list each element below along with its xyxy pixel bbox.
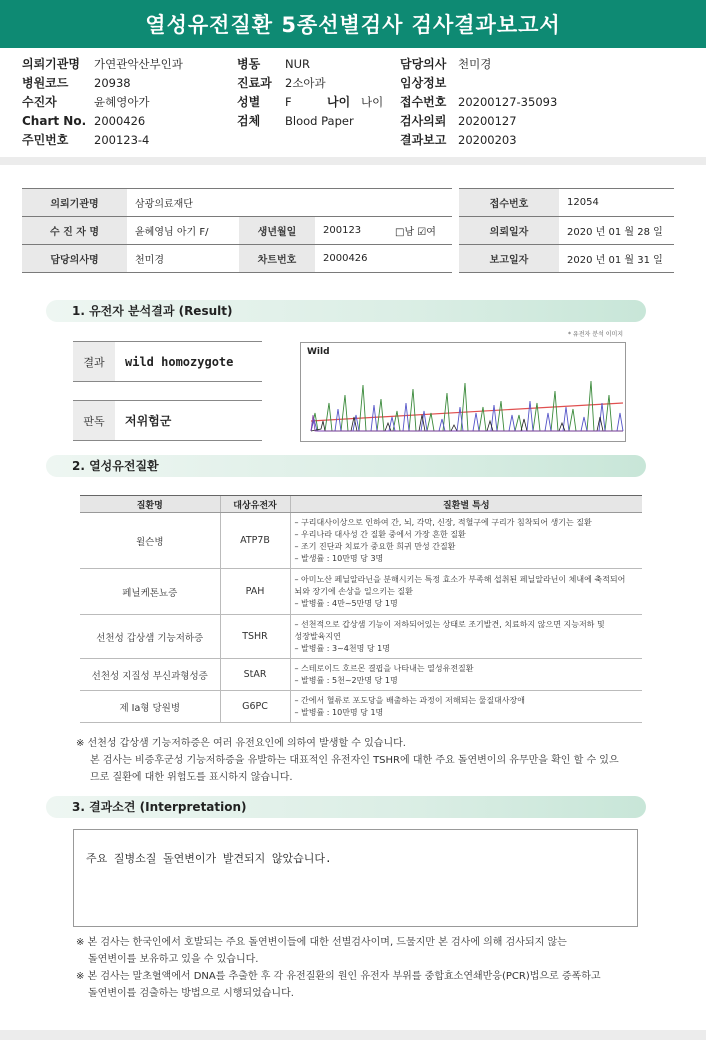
chart-value: 2000426 bbox=[315, 245, 452, 273]
interpretation-text: 주요 질병소질 돌연변이가 발견되지 않았습니다. bbox=[86, 852, 332, 865]
feature-line: – 구리대사이상으로 인하여 간, 뇌, 각막, 신장, 적혈구에 구리가 침착되어 생기는 질환 bbox=[294, 517, 592, 527]
header-key: Chart No. bbox=[22, 114, 87, 128]
report-title: 열성유전질환 5종선별검사 검사결과보고서 bbox=[0, 0, 706, 48]
table-row bbox=[80, 569, 642, 615]
header-col2 bbox=[237, 55, 383, 131]
header-value: 20200203 bbox=[458, 133, 517, 147]
disease-features bbox=[290, 615, 642, 659]
feature-line: – 발병률 : 10만명 당 1명 bbox=[294, 707, 384, 717]
table-row bbox=[80, 615, 642, 659]
birth-value: 200123 bbox=[315, 217, 387, 245]
section3-title: 3. 결과소견 (Interpretation) bbox=[46, 796, 646, 818]
feature-line: – 선천적으로 갑상샘 기능이 저하되어있는 상태로 조기발견, 치료하지 않으면 지능저하 및 bbox=[294, 619, 605, 629]
doctor-label: 담당의사명 bbox=[22, 245, 127, 273]
feature-line: – 조기 진단과 치료가 중요한 희귀 만성 간질환 bbox=[294, 541, 456, 551]
judge-value: 저위험군 bbox=[125, 414, 172, 428]
header-value: 2소아과 bbox=[285, 76, 326, 90]
header-key: 수진자 bbox=[22, 95, 57, 109]
header-col3 bbox=[400, 55, 557, 150]
feature-line: – 우리나라 대사성 간 질환 중에서 가장 흔한 질환 bbox=[294, 529, 466, 539]
divider bbox=[0, 157, 706, 165]
col-header-gene: 대상유전자 bbox=[220, 496, 290, 513]
disease-features bbox=[290, 569, 642, 615]
feature-line: – 발병률 : 3~4천명 당 1명 bbox=[294, 643, 390, 653]
gene-analysis-image bbox=[300, 342, 626, 442]
chart-label: Wild bbox=[307, 347, 333, 367]
disease-features bbox=[290, 691, 642, 723]
header-key: 임상정보 bbox=[400, 76, 447, 90]
disease-name: 선천성 지질성 부신과형성증 bbox=[80, 659, 220, 691]
header-value: F bbox=[285, 95, 292, 109]
header-value: 천미경 bbox=[458, 57, 492, 71]
footer-band bbox=[0, 1030, 706, 1040]
gene-name: ATP7B bbox=[220, 513, 290, 569]
interpretation-box bbox=[73, 829, 638, 927]
doctor-value: 천미경 bbox=[127, 245, 239, 273]
note-line: ※ 선천성 갑상샘 기능저하증은 여러 유전요인에 의하여 발생할 수 있습니다. bbox=[76, 738, 406, 749]
patient-value: 윤혜영님 아기 F/ bbox=[127, 217, 239, 245]
result-value: wild homozygote bbox=[125, 354, 234, 369]
header-value: 20200127 bbox=[458, 114, 517, 128]
disease-features bbox=[290, 513, 642, 569]
chart-note: * 유전자 분석 이미지 bbox=[568, 331, 624, 338]
header-value: 가연관악산부인과 bbox=[94, 57, 183, 71]
header-value: 2000426 bbox=[94, 114, 146, 128]
header-key: 병원코드 bbox=[22, 76, 69, 90]
header-key: 담당의사 bbox=[400, 57, 447, 71]
electropherogram-image bbox=[301, 343, 625, 441]
sex-checkbox: □남 ☑여 bbox=[387, 217, 452, 245]
feature-line: – 아미노산 페닐알라닌을 분해시키는 특정 효소가 부족해 섭취된 페닐알라닌이 체내에 축적되어 bbox=[294, 574, 626, 584]
info-table-right bbox=[459, 188, 674, 273]
table-row bbox=[80, 513, 642, 569]
tshr-note bbox=[76, 735, 656, 786]
age-label: 나이 bbox=[327, 95, 351, 109]
request-date-value: 2020 년 01 월 28 일 bbox=[559, 217, 674, 245]
table-row bbox=[80, 659, 642, 691]
header-key: 병동 bbox=[237, 57, 261, 71]
gene-name: StAR bbox=[220, 659, 290, 691]
gene-name: PAH bbox=[220, 569, 290, 615]
feature-line: – 스테로이드 호르몬 결핍을 나타내는 열성유전질환 bbox=[294, 663, 474, 673]
result-row bbox=[73, 341, 262, 382]
note-line: 본 검사는 비증후군성 기능저하증을 유발하는 대표적인 유전자인 TSHR에 대한 주요 돌연변이의 유무만을 확인 할 수 있으 bbox=[90, 755, 619, 766]
disease-name: 윌슨병 bbox=[80, 513, 220, 569]
header-key: 검사의뢰 bbox=[400, 114, 447, 128]
org-value: 삼광의료재단 bbox=[127, 189, 452, 217]
note-line: 므로 질환에 대한 위험도를 표시하지 않습니다. bbox=[90, 772, 293, 783]
header-key: 검체 bbox=[237, 114, 261, 128]
note-line: 돌연변이를 보유하고 있을 수 있습니다. bbox=[88, 954, 259, 965]
disease-name: 페닐케톤뇨증 bbox=[80, 569, 220, 615]
judge-row bbox=[73, 400, 262, 441]
gene-name: G6PC bbox=[220, 691, 290, 723]
gene-name: TSHR bbox=[220, 615, 290, 659]
section1-title: 1. 유전자 분석결과 (Result) bbox=[46, 300, 646, 322]
footer-notes bbox=[76, 934, 676, 1002]
header-value: NUR bbox=[285, 57, 311, 71]
table-row bbox=[80, 691, 642, 723]
header-value: 200123-4 bbox=[94, 133, 150, 147]
header-key: 접수번호 bbox=[400, 95, 447, 109]
feature-line: – 발병률 : 5천~2만명 당 1명 bbox=[294, 675, 398, 685]
chart-label: 차트번호 bbox=[239, 245, 315, 273]
report-date-label: 보고일자 bbox=[459, 245, 559, 273]
header-key: 의뢰기관명 bbox=[22, 57, 80, 71]
disease-features bbox=[290, 659, 642, 691]
header-value: 윤혜영아가 bbox=[94, 95, 150, 109]
table-header-row bbox=[80, 496, 642, 513]
feature-line: 뇌와 장기에 손상을 일으키는 질환 bbox=[294, 586, 413, 596]
header-col1 bbox=[22, 55, 183, 150]
header-value: 20938 bbox=[94, 76, 131, 90]
birth-label: 생년월일 bbox=[239, 217, 315, 245]
header-value: Blood Paper bbox=[285, 114, 354, 128]
header-key: 주민번호 bbox=[22, 133, 69, 147]
section2-title: 2. 열성유전질환 bbox=[46, 455, 646, 477]
result-label: 결과 bbox=[73, 342, 115, 381]
receipt-label: 접수번호 bbox=[459, 189, 559, 217]
disease-name: 선천성 갑상샘 기능저하증 bbox=[80, 615, 220, 659]
feature-line: – 발병률 : 4만~5만명 당 1명 bbox=[294, 598, 398, 608]
info-table-left bbox=[22, 188, 452, 273]
receipt-value: 12054 bbox=[559, 189, 674, 217]
header-value: 20200127-35093 bbox=[458, 95, 558, 109]
disease-name: 제 Ia형 당원병 bbox=[80, 691, 220, 723]
col-header-features: 질환별 특성 bbox=[290, 496, 642, 513]
report-date-value: 2020 년 01 월 31 일 bbox=[559, 245, 674, 273]
patient-label: 수 진 자 명 bbox=[22, 217, 127, 245]
feature-line: – 발생률 : 10만명 당 3명 bbox=[294, 553, 384, 563]
judge-label: 판독 bbox=[73, 401, 115, 440]
age-value: 나이 bbox=[361, 95, 384, 109]
note-line: 돌연변이를 검출하는 방법으로 시행되었습니다. bbox=[88, 988, 294, 999]
header-key: 성별 bbox=[237, 95, 261, 109]
note-line: ※ 본 검사는 한국인에서 호발되는 주요 돌연변이들에 대한 선별검사이며, 드물지만 본 검사에 의해 검사되지 않는 bbox=[76, 937, 567, 948]
org-label: 의뢰기관명 bbox=[22, 189, 127, 217]
request-date-label: 의뢰일자 bbox=[459, 217, 559, 245]
feature-line: – 간에서 혈류로 포도당을 배출하는 과정이 저해되는 물질대사장애 bbox=[294, 695, 525, 705]
feature-line: 성장발육지연 bbox=[294, 631, 341, 641]
header-key: 결과보고 bbox=[400, 133, 447, 147]
col-header-disease: 질환명 bbox=[80, 496, 220, 513]
note-line: ※ 본 검사는 말초혈액에서 DNA를 추출한 후 각 유전질환의 원인 유전자 부위를 중합효소연쇄반응(PCR)법으로 증폭하고 bbox=[76, 971, 601, 982]
header-key: 진료과 bbox=[237, 76, 272, 90]
disease-table bbox=[80, 495, 642, 723]
